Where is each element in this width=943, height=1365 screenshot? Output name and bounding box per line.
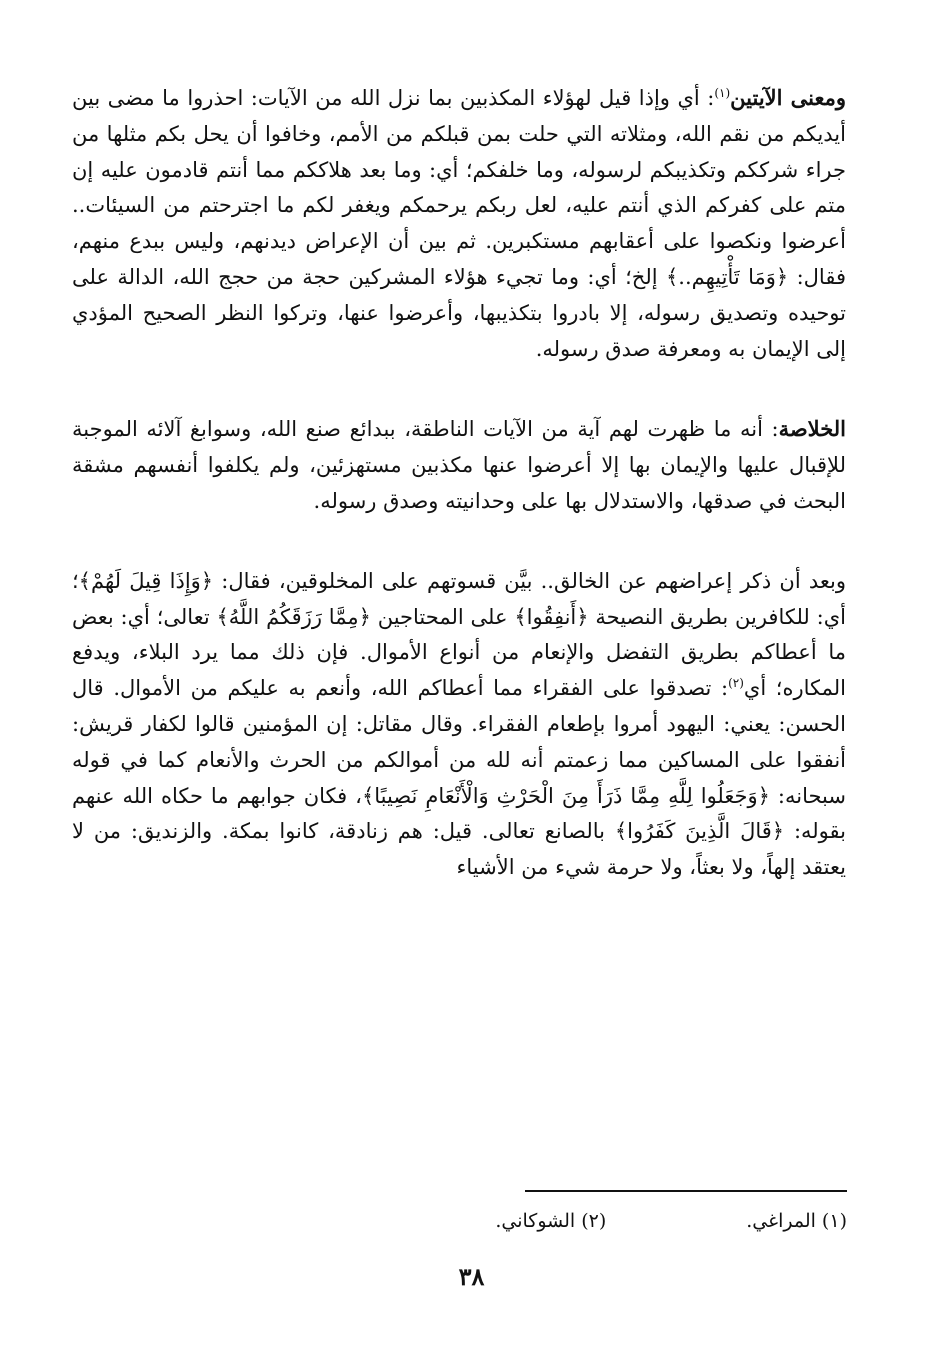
paragraph-text: وبعد أن ذكر إعراضهم عن الخالق.. بيَّن قسوتهم على المخلوقين، فقال: ﴿وَإِذَا قِيلَ لَهُمْ﴾؛ أي: للكافرين بطريق النصيحة ﴿أَنفِقُوا﴾ على المحتاجين ﴿مِمَّا رَزَقَكُمُ اللَّهُ﴾ تعالى؛ أي: بعض ما أعطاكم بطريق التفضل والإنعام من أنواع الأموال. فإن ذلك مما يرد البلاء، ويدفع المكاره؛ أي bbox=[72, 568, 846, 701]
page-body bbox=[72, 80, 846, 886]
paragraph-lead: ومعنى الآيتين bbox=[730, 85, 846, 110]
footnote-divider bbox=[525, 1190, 847, 1192]
paragraph-text: : أي وإذا قيل لهؤلاء المكذبين بما نزل الله من الآيات: احذروا ما مضى بين أيديكم من نقم الله، ومثلاته التي حلت بمن قبلكم من الأمم، وخافوا أن يحل بكم مثلها من جراء شرككم وتكذيبكم لرسوله، وما خلفكم؛ أي: وما بعد هلاككم مما أنتم قادمون عليه إن متم على كفركم الذي أنتم عليه، لعل ربكم يرحمكم ويغفر لكم ما اجترحتم من السيئات.. أعرضوا ونكصوا على أعقابهم مستكبرين. ثم بين أن الإعراض ديدنهم، وليس ببدع منهم، فقال: ﴿وَمَا تَأْتِيهِم..﴾ إلخ؛ أي: وما تجيء هؤلاء المشركين حجة من حجج الله، الدالة على توحيده وتصديق رسوله، إلا بادروا بتكذيبها، وأعرضوا عنها، وتركوا النظر الصحيح المؤدي إلى الإيمان به ومعرفة صدق رسوله. bbox=[72, 86, 846, 361]
footnote-1: (١) المراغي. bbox=[746, 1210, 847, 1232]
footnotes bbox=[147, 1206, 847, 1236]
paragraph-text: : أنه ما ظهرت لهم آية من الآيات الناطقة، ببدائع صنع الله، وسوابغ آلائه الموجبة للإقبال عليها والإيمان بها إلا أعرضوا عنها مكذبين مستهزئين، ولم يكلفوا أنفسهم مشقة البحث في صدقها، والاستدلال بها على وحدانيته وصدق رسوله. bbox=[72, 417, 846, 513]
footnote-2: (٢) الشوكاني. bbox=[495, 1210, 607, 1232]
paragraph-text-continued: : تصدقوا على الفقراء مما أعطاكم الله، وأنعم به عليكم من الأموال. قال الحسن: يعني: اليهود أمروا بإطعام الفقراء. وقال مقاتل: إن المؤمنين قالوا لكفار قريش: أنفقوا على المساكين مما زعمتم أنه لله من أموالكم من الحرث والأنعام كما في قوله سبحانه: ﴿وَجَعَلُوا لِلَّهِ مِمَّا ذَرَأَ مِنَ الْحَرْثِ وَالْأَنْعَامِ نَصِيبًا﴾، فكان جوابهم ما حكاه الله عنهم بقوله: ﴿قَالَ الَّذِينَ كَفَرُوا﴾ بالصانع تعالى. قيل: هم زنادقة، كانوا بمكة. والزنديق: من لا يعتقد إلهاً، ولا بعثاً، ولا حرمة شيء من الأشياء bbox=[72, 676, 846, 880]
footnote-ref: (٢) bbox=[728, 676, 744, 691]
footnote-ref: (١) bbox=[714, 86, 731, 100]
paragraph-meaning bbox=[72, 80, 846, 367]
paragraph-lead: الخلاصة bbox=[778, 416, 846, 442]
paragraph-after bbox=[72, 564, 846, 886]
page-number: ٣٨ bbox=[458, 1262, 485, 1291]
paragraph-summary bbox=[72, 411, 846, 519]
